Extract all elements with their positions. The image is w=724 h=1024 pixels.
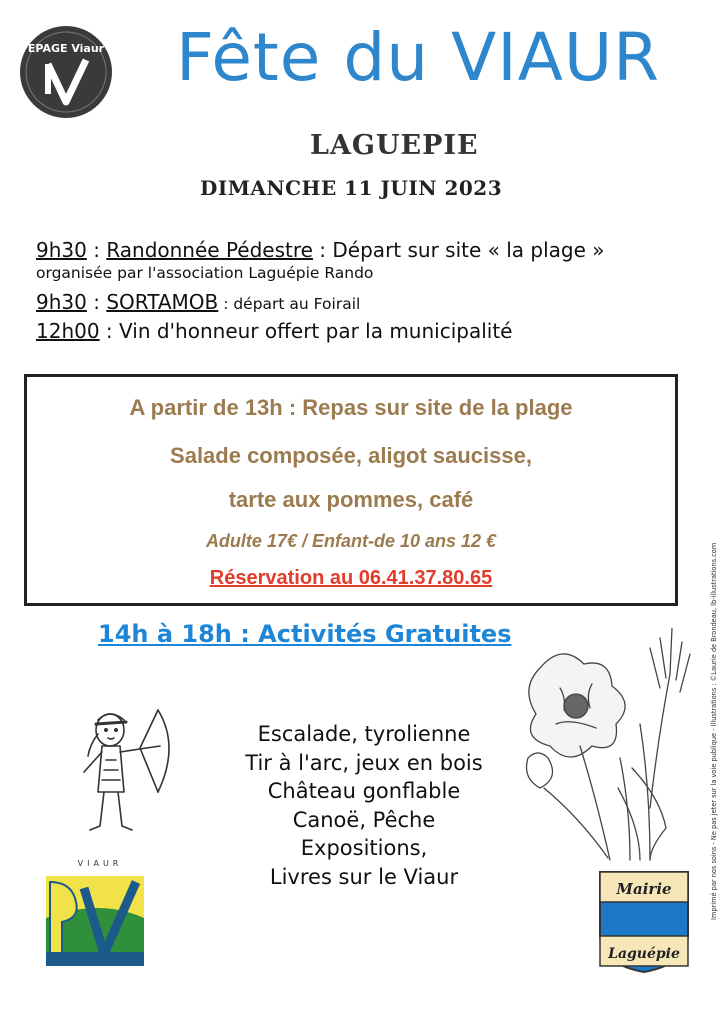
schedule-detail: : Vin d'honneur offert par la municipalité xyxy=(99,319,513,343)
schedule-time: 12h00 xyxy=(36,319,100,343)
schedule-line-sortamob xyxy=(36,290,360,314)
activities-title: 14h à 18h : Activités Gratuites xyxy=(98,620,512,648)
mairie-laguepie-emblem xyxy=(594,864,694,974)
print-credit-text: Imprimé par nos soins - Ne pas jeter sur la voie publique - Illustrations : ©Laurie de Brondeau, lb-illustrations.com xyxy=(710,542,718,920)
print-credit xyxy=(698,480,718,920)
schedule-detail: : Départ sur site « la plage » xyxy=(312,238,605,262)
schedule-detail: : départ au Foirail xyxy=(218,295,361,313)
meal-reservation: Réservation au 06.41.37.80.65 xyxy=(209,567,493,589)
schedule-line-reception xyxy=(36,319,512,343)
epage-logo-text: EPAGE Viaur xyxy=(27,42,105,55)
meal-menu-1: Salade composée, aligot saucisse, xyxy=(170,443,532,468)
schedule-line-hike xyxy=(36,238,605,262)
activity-item: Escalade, tyrolienne xyxy=(257,722,471,746)
schedule-time: 9h30 xyxy=(36,290,87,314)
schedule-separator: : xyxy=(86,290,107,314)
schedule-separator: : xyxy=(86,238,107,262)
epage-viaur-logo xyxy=(18,24,114,120)
meal-time: A partir de 13h : Repas sur site de la plage xyxy=(129,395,573,420)
meal-menu-2: tarte aux pommes, café xyxy=(228,487,474,512)
archer-illustration xyxy=(70,700,190,840)
mairie-bottom-label: Laguépie xyxy=(608,946,680,962)
viaur-logo-label: VIAUR xyxy=(77,859,123,868)
event-town: LAGUEPIE xyxy=(310,130,479,161)
schedule-event-name: SORTAMOB xyxy=(106,290,219,314)
meal-prices: Adulte 17€ / Enfant-de 10 ans 12 € xyxy=(205,531,497,551)
mairie-top-label: Mairie xyxy=(616,880,672,898)
poppy-flower-illustration xyxy=(500,628,700,868)
schedule-event-name: Randonnée Pédestre xyxy=(106,238,313,262)
activity-item: Tir à l'arc, jeux en bois xyxy=(245,750,483,775)
activities-list xyxy=(214,720,514,891)
event-title: Fête du VIAUR xyxy=(175,19,661,96)
activity-item: Canoë, Pêche xyxy=(292,807,436,832)
schedule-time: 9h30 xyxy=(36,238,87,262)
meal-box xyxy=(24,374,678,606)
event-date: DIMANCHE 11 JUIN 2023 xyxy=(200,176,503,200)
activity-item: Livres sur le Viaur xyxy=(269,864,459,889)
schedule-line-organizer: organisée par l'association Laguépie Rando xyxy=(36,264,374,282)
activity-item: Expositions, xyxy=(300,836,428,860)
viaur-logo xyxy=(40,858,150,968)
activity-item: Château gonflable xyxy=(267,779,461,803)
